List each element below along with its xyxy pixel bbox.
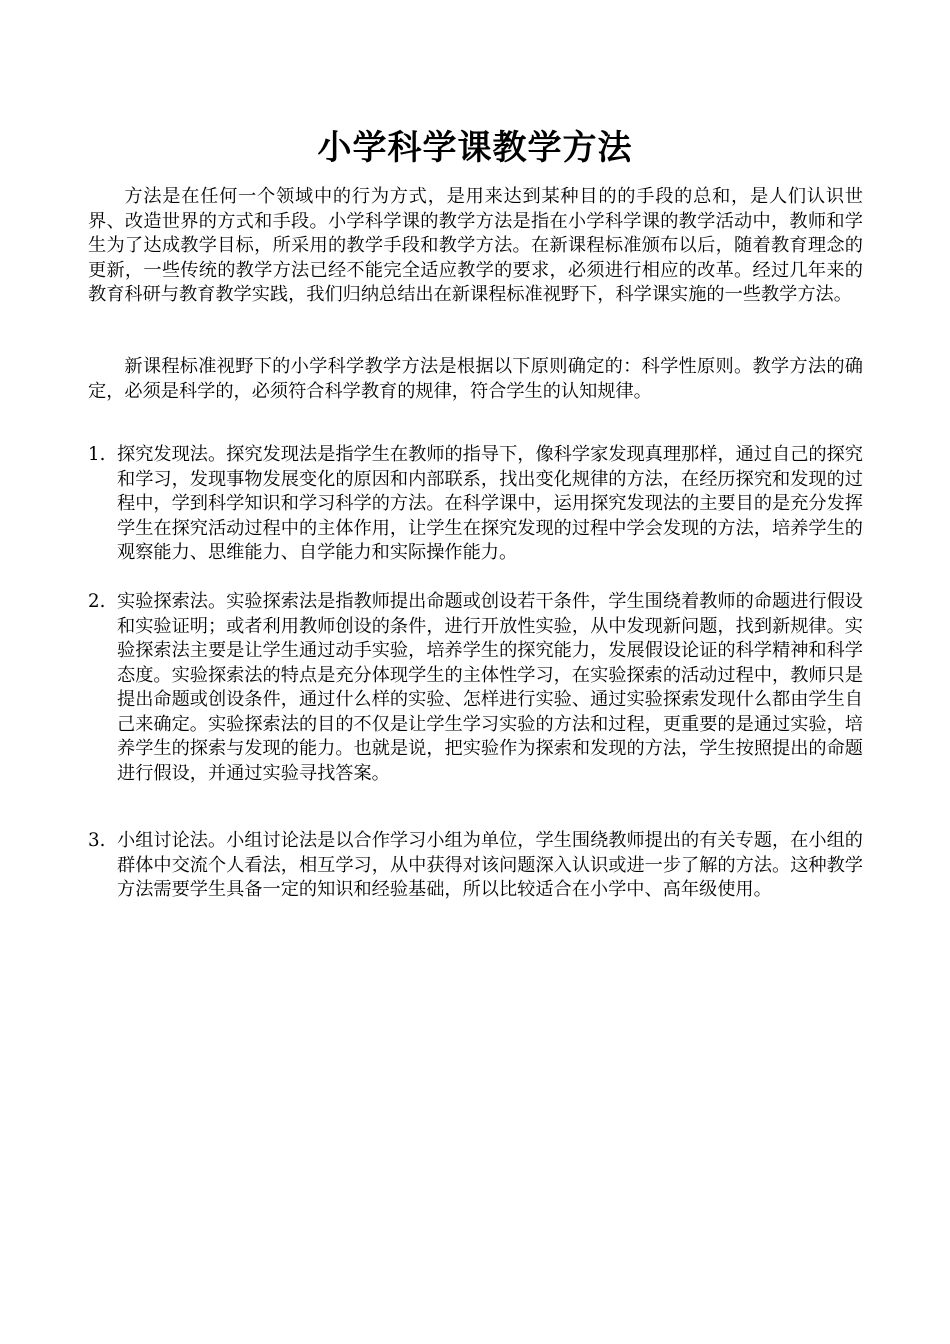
page-title: 小学科学课教学方法	[317, 128, 633, 168]
list-item-number: 1.	[88, 444, 106, 465]
list-item-text: 探究发现法。探究发现法是指学生在教师的指导下，像科学家发现真理那样，通过自己的探究和学习，发现事物发展变化的原因和内部联系，找出变化规律的方法，在经历探究和发现的过程中，学到科学知识和学习科学的方法。在科学课中，运用探究发现法的主要目的是充分发挥学生在探究活动过程中的主体作用，让学生在探究发现的过程中学会发现的方法，培养学生的观察能力、思维能力、自学能力和实际操作能力。	[117, 444, 863, 563]
list-item-number: 2.	[88, 591, 106, 612]
list-item	[88, 443, 863, 566]
list-item-text: 实验探索法。实验探索法是指教师提出命题或创设若干条件，学生围绕着教师的命题进行假设和实验证明；或者利用教师创设的条件，进行开放性实验，从中发现新问题，找到新规律。实验探索法主要是让学生通过动手实验，培养学生的探究能力，发展假设论证的科学精神和科学态度。实验探索法的特点是充分体现学生的主体性学习，在实验探索的活动过程中，教师只是提出命题或创设条件，通过什么样的实验、怎样进行实验、通过实验探索发现什么都由学生自己来确定。实验探索法的目的不仅是让学生学习实验的方法和过程，更重要的是通过实验，培养学生的探索与发现的能力。也就是说，把实验作为探索和发现的方法，学生按照提出的命题进行假设，并通过实验寻找答案。	[117, 591, 863, 784]
principle-paragraph: 新课程标准视野下的小学科学教学方法是根据以下原则确定的：科学性原则。教学方法的确定，必须是科学的，必须符合科学教育的规律，符合学生的认知规律。	[88, 356, 863, 402]
list-item	[88, 590, 863, 786]
list-item-text: 小组讨论法。小组讨论法是以合作学习小组为单位，学生围绕教师提出的有关专题，在小组的群体中交流个人看法，相互学习，从中获得对该问题深入认识或进一步了解的方法。这种教学方法需要学生具备一定的知识和经验基础，所以比较适合在小学中、高年级使用。	[117, 830, 863, 900]
list-item	[88, 829, 863, 903]
list-item-number: 3.	[88, 830, 106, 851]
intro-paragraph: 方法是在任何一个领域中的行为方式，是用来达到某种目的的手段的总和，是人们认识世界、改造世界的方式和手段。小学科学课的教学方法是指在小学科学课的教学活动中，教师和学生为了达成教学目标，所采用的教学手段和教学方法。在新课程标准颁布以后，随着教育理念的更新，一些传统的教学方法已经不能完全适应教学的要求，必须进行相应的改革。经过几年来的教育科研与教育教学实践，我们归纳总结出在新课程标准视野下，科学课实施的一些教学方法。	[88, 186, 863, 305]
